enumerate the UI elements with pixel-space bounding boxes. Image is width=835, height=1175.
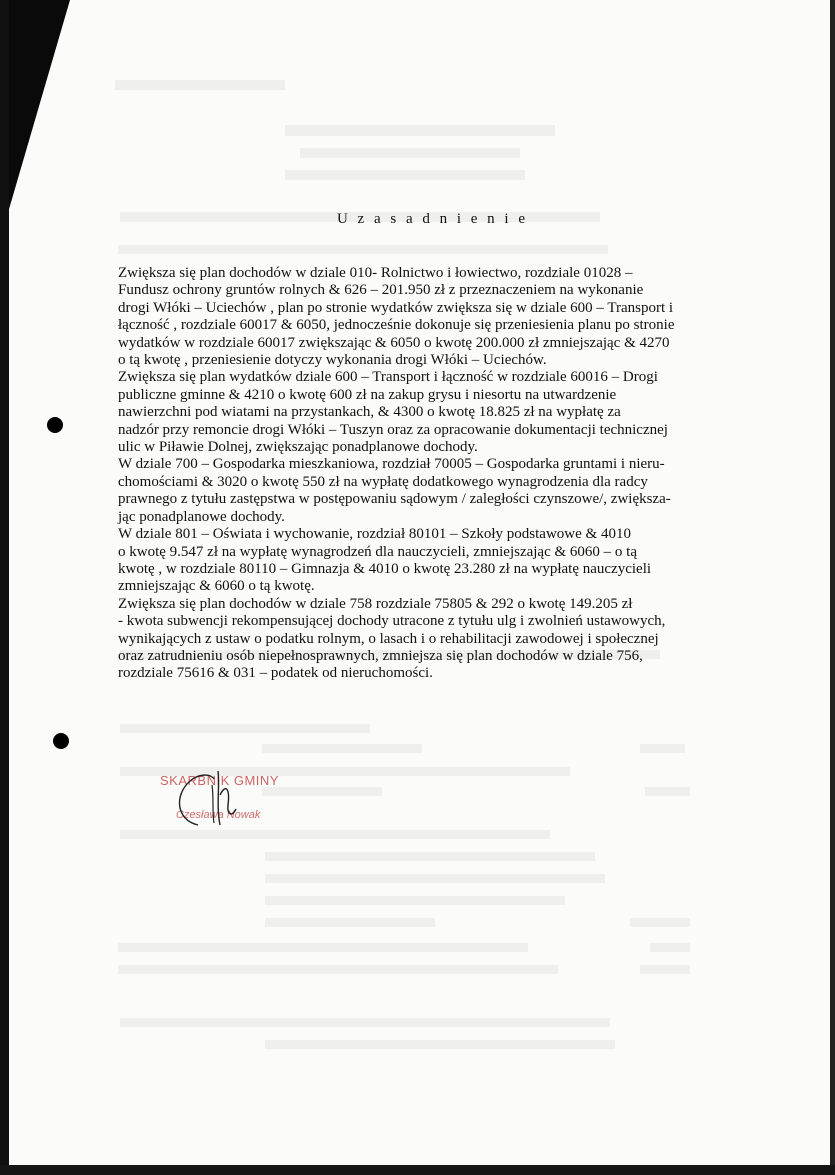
treasurer-stamp (160, 765, 320, 835)
document-body (118, 265, 743, 683)
body-line: wydatków w rozdziale 60017 zwiększając & 6050 o kwotę 200.000 zł zmniejszając & 4270 (118, 334, 670, 351)
scan-corner-shadow (0, 0, 70, 240)
body-line: - kwota subwencji rekompensującej dochody utracone z tytułu ulg i zwolnień ustawowych, (118, 613, 666, 630)
body-line: Zwiększa się plan dochodów w dziale 010- Rolnictwo i łowiectwo, rozdziale 01028 – (118, 265, 633, 281)
body-line: wynikających z ustaw o podatku rolnym, o lasach i o rehabilitacji zawodowej i społecznej (118, 630, 659, 647)
body-line: Zwiększa się plan wydatków dziale 600 – Transport i łączność w rozdziale 60016 – Drogi (118, 369, 658, 386)
body-line: Zwiększa się plan dochodów w dziale 758 rozdziale 75805 & 292 o kwotę 149.205 zł (118, 595, 633, 612)
punch-hole (53, 733, 69, 749)
stamp-title: SKARBNIK GMINY (160, 773, 279, 788)
punch-hole (47, 417, 63, 433)
document-title: U z a s a d n i e n i e (336, 211, 529, 227)
body-line: oraz zatrudnieniu osób niepełnosprawnych, zmniejsza się plan dochodów w dziale 756, (118, 647, 643, 664)
body-line: publiczne gminne & 4210 o kwotę 600 zł na zakup grysu i niesortu na utwardzenie (118, 386, 617, 403)
body-line: drogi Włóki – Uciechów , plan po stronie wydatków zwiększa się w dziale 600 – Transport i (118, 299, 674, 316)
scan-bottom-edge (0, 1165, 835, 1175)
body-line: o kwotę 9.547 zł na wypłatę wynagrodzeń dla nauczycieli, zmniejszając & 6060 – o tą (118, 543, 637, 560)
body-line: nawierzchni pod wiatami na przystankach, & 4300 o kwotę 18.825 zł na wypłatę za (118, 404, 621, 421)
body-line: rozdziale 75616 & 031 – podatek od nieruchomości. (118, 665, 433, 682)
body-line: chomościami & 3020 o kwotę 550 zł na wypłatę dodatkowego wynagrodzenia dla radcy (118, 473, 648, 490)
body-line: kwotę , w rozdziale 80110 – Gimnazja & 4010 o kwotę 23.280 zł na wypłatę nauczycieli (118, 560, 652, 577)
body-line: zmniejszając & 6060 o tą kwotę. (118, 578, 315, 595)
signature-icon (168, 765, 261, 835)
body-line: jąc ponadplanowe dochody. (118, 508, 285, 525)
stamp-person: Czesława Nowak (176, 809, 261, 821)
body-line: łączność , rozdziale 60017 & 6050, jednocześnie dokonuje się przeniesienia planu po stronie (118, 317, 675, 334)
body-line: nadzór przy remoncie drogi Włóki – Tuszyn oraz za opracowanie dokumentacji technicznej (118, 421, 668, 438)
body-line: W dziale 801 – Oświata i wychowanie, rozdział 80101 – Szkoły podstawowe & 4010 (118, 526, 631, 543)
body-line: ulic w Piławie Dolnej, zwiększając ponadplanowe dochody. (118, 439, 478, 456)
scan-left-edge (0, 0, 9, 1175)
scan-right-edge (830, 0, 835, 1175)
body-line: Fundusz ochrony gruntów rolnych & 626 – 201.950 zł z przeznaczeniem na wykonanie (118, 282, 644, 299)
body-line: o tą kwotę , przeniesienie dotyczy wykonania drogi Włóki – Uciechów. (118, 352, 547, 369)
body-line: prawnego z tytułu zastępstwa w postępowaniu sądowym / zaległości czynszowe/, zwiększa- (118, 491, 671, 508)
body-line: W dziale 700 – Gospodarka mieszkaniowa, rozdział 70005 – Gospodarka gruntami i nieru- (118, 456, 665, 473)
